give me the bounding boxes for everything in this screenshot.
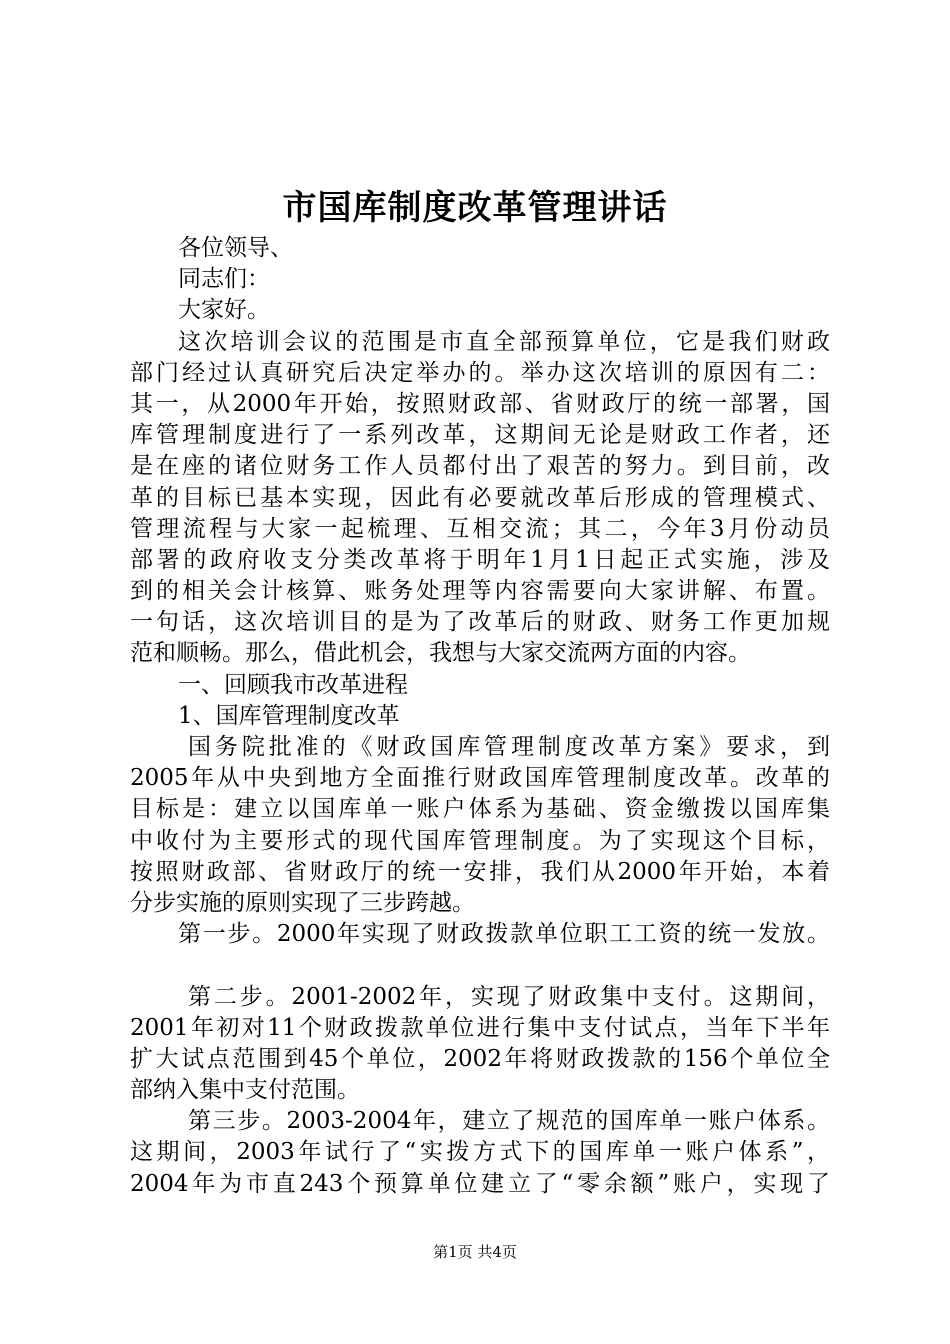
paragraph-line: 2001年初对11个财政拨款单位进行集中支付试点，当年下半年 — [130, 1014, 830, 1041]
paragraph-line: 部门经过认真研究后决定举办的。举办这次培训的原因有二： — [130, 359, 830, 386]
paragraph-line: 分步实施的原则实现了三步跨越。 — [130, 889, 475, 916]
salutation-line: 各位领导、 — [178, 235, 293, 261]
paragraph-line: 第一步。2000年实现了财政拨款单位职工工资的统一发放。 — [178, 921, 830, 948]
section-heading: 一、回顾我市改革进程 — [178, 671, 408, 698]
paragraph-line: 这次培训会议的范围是市直全部预算单位，它是我们财政 — [178, 328, 830, 355]
paragraph-line: 2004年为市直243个预算单位建立了“零余额”账户，实现了 — [130, 1170, 830, 1197]
paragraph-line: 2005年从中央到地方全面推行财政国库管理制度改革。改革的 — [130, 765, 830, 792]
paragraph-line: 中收付为主要形式的现代国库管理制度。为了实现这个目标， — [130, 827, 830, 854]
paragraph-line: 一句话，这次培训目的是为了改革后的财政、财务工作更加规 — [130, 609, 830, 636]
document-title: 市国库制度改革管理讲话 — [282, 188, 668, 228]
paragraph-line: 部署的政府收支分类改革将于明年1月1日起正式实施，涉及 — [130, 546, 830, 573]
salutation-line: 同志们： — [178, 266, 270, 293]
paragraph-line: 扩大试点范围到45个单位，2002年将财政拨款的156个单位全 — [130, 1045, 830, 1072]
paragraph-line: 其一，从2000年开始，按照财政部、省财政厅的统一部署，国 — [130, 390, 830, 417]
paragraph-line: 到的相关会计核算、账务处理等内容需要向大家讲解、布置。 — [130, 578, 830, 605]
paragraph-line: 这期间，2003年试行了“实拨方式下的国库单一账户体系”， — [130, 1139, 830, 1166]
blank-line — [130, 950, 830, 981]
paragraph-line: 第二步。2001-2002年，实现了财政集中支付。这期间， — [188, 983, 830, 1010]
paragraph-line: 范和顺畅。那么，借此机会，我想与大家交流两方面的内容。 — [130, 640, 751, 667]
paragraph-line: 第三步。2003-2004年，建立了规范的国库单一账户体系。 — [188, 1108, 830, 1135]
document-body — [130, 233, 830, 1200]
page-footer: 第1页 共4页 — [433, 1243, 517, 1261]
subsection-heading: 1、国库管理制度改革 — [178, 702, 400, 729]
paragraph-line: 目标是：建立以国库单一账户体系为基础、资金缴拨以国库集 — [130, 796, 830, 823]
paragraph-line: 部纳入集中支付范围。 — [130, 1077, 360, 1104]
paragraph-line: 革的目标已基本实现，因此有必要就改革后形成的管理模式、 — [130, 484, 830, 511]
paragraph-line: 国务院批准的《财政国库管理制度改革方案》要求，到 — [188, 734, 830, 760]
paragraph-line: 库管理制度进行了一系列改革，这期间无论是财政工作者，还 — [130, 422, 830, 449]
paragraph-line: 管理流程与大家一起梳理、互相交流；其二，今年3月份动员 — [130, 515, 830, 542]
greeting-line: 大家好。 — [178, 297, 270, 324]
paragraph-line: 按照财政部、省财政厅的统一安排，我们从2000年开始，本着 — [130, 858, 830, 885]
paragraph-line: 是在座的诸位财务工作人员都付出了艰苦的努力。到目前，改 — [130, 453, 830, 480]
